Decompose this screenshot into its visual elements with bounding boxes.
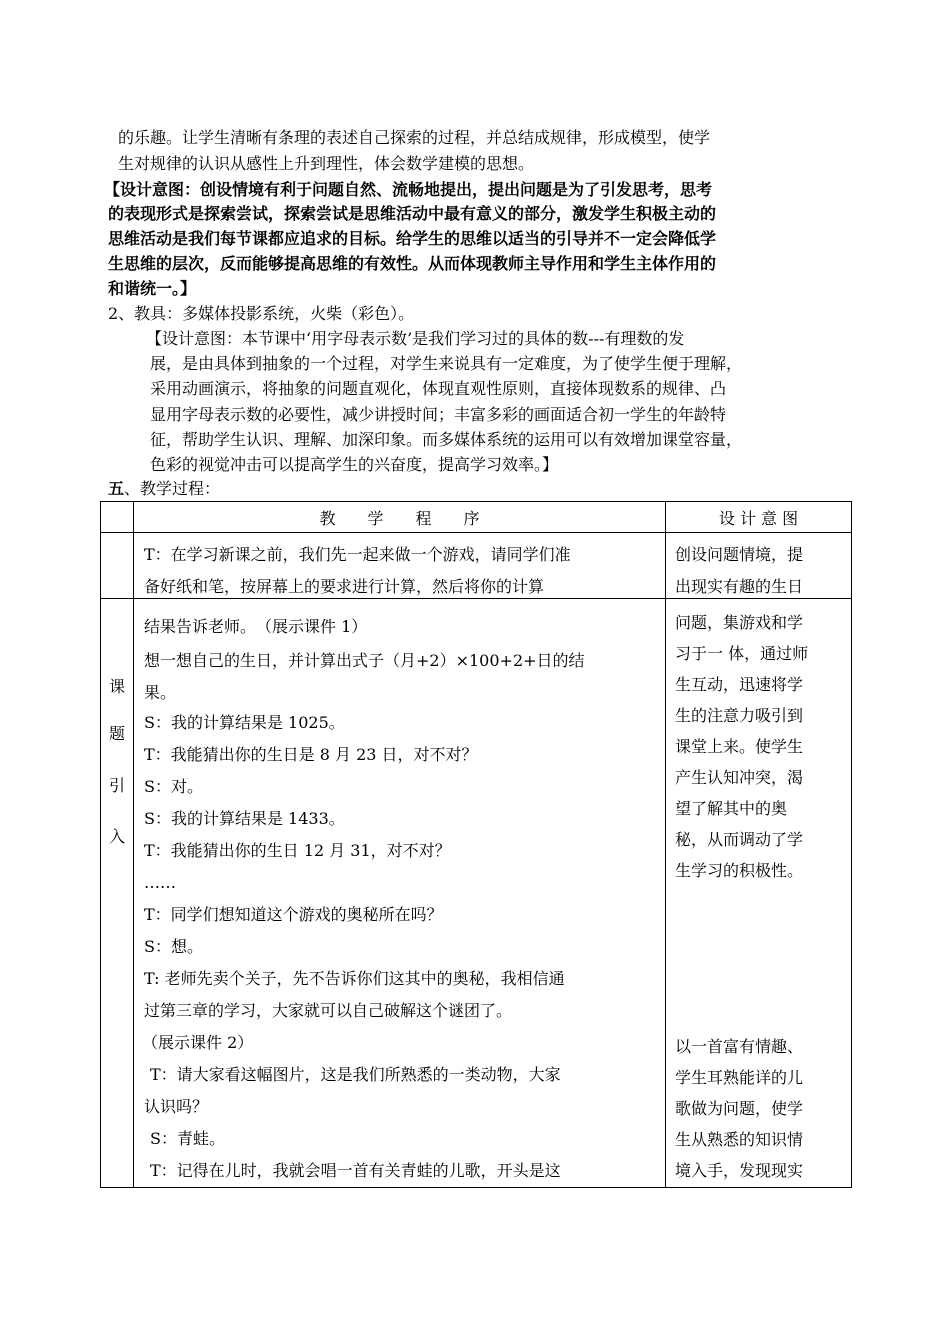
row1-label-cell [101,533,134,599]
row2-program-line: S：青蛙。 [150,1129,225,1148]
row2-intent-line: 歌做为问题，使学 [675,1099,804,1118]
intro-line-6: 生思维的层次，反而能够提高思维的有效性。从而体现教师主导作用和学生主体作用的 [108,254,717,273]
row2-intent-line: 问题，集游戏和学 [675,613,804,632]
row1-program-line: T：在学习新课之前，我们先一起来做一个游戏，请同学们准 [144,545,571,564]
section-title [108,479,220,499]
intro-line-5: 思维活动是我们每节课都应追求的目标。给学生的思维以适当的引导并不一定会降低学 [108,229,717,248]
row2-label-char: 题 [109,724,126,743]
row2-program-line: T：我能猜出你的生日 12 月 31，对不对？ [144,841,451,860]
row2-program-line: T：我能猜出你的生日是 8 月 23 日，对不对？ [144,745,478,764]
row2-program-line: （展示课件 2） [142,1033,254,1052]
intro-line-9: 【设计意图：本节课中‘用字母表示数’是我们学习过的具体的数---有理数的发 [146,329,685,348]
teaching-process-table [100,501,852,1188]
row2-intent-line: 生的注意力吸引到 [675,706,804,725]
row2-intent-line: 习于一 体，通过师 [675,644,809,663]
row2-program-line: 想一想自己的生日，并计算出式子（月+2）×100+2+日的结 [144,651,585,670]
row2-program-line: T：请大家看这幅图片，这是我们所熟悉的一类动物，大家 [150,1065,561,1084]
section-title-number: 五 [108,479,125,498]
intro-line-2: 生对规律的认识从感性上升到理性，体会数学建模的思想。 [118,154,535,173]
intro-line-12: 显用字母表示数的必要性，减少讲授时间；丰富多彩的画面适合初一学生的年龄特 [150,405,727,424]
row2-intent-line: 生从熟悉的知识情 [675,1130,804,1149]
intro-line-3: 【设计意图：创设情境有利于问题自然、流畅地提出，提出问题是为了引发思考，思考 [104,180,713,199]
row1-intent-line: 创设问题情境，提 [675,545,804,564]
row2-label-char: 引 [109,776,126,795]
row2-program-line: …… [144,873,176,892]
row2-program-line: 认识吗？ [144,1097,209,1116]
row2-program-cell [134,599,666,1188]
row2-label-cell [101,599,134,1188]
header-intent: 设 计 意 图 [666,502,852,533]
row1-program-line: 备好纸和笔，按屏幕上的要求进行计算，然后将你的计算 [144,577,545,596]
row2-program-line: T：记得在儿时，我就会唱一首有关青蛙的儿歌，开头是这 [150,1161,561,1180]
row2-program-line: 过第三章的学习，大家就可以自己破解这个谜团了。 [144,1001,513,1020]
row2-intent-line: 境入手，发现现实 [675,1161,804,1180]
row1-intent-line: 出现实有趣的生日 [675,577,804,596]
intro-line-1: 的乐趣。让学生清晰有条理的表述自己探索的过程，并总结成规律，形成模型，使学 [118,128,711,147]
row2-program-line: T: 老师先卖个关子，先不告诉你们这其中的奥秘，我相信通 [144,969,565,988]
header-label-cell [101,502,134,533]
row2-intent-line: 课堂上来。使学生 [675,737,804,756]
intro-line-8: 2、教具：多媒体投影系统，火柴（彩色）。 [108,304,415,323]
intro-line-4: 的表现形式是探索尝试，探索尝试是思维活动中最有意义的部分，激发学生积极主动的 [108,204,717,223]
table-header-row [101,502,852,533]
header-program: 教 学 程 序 [134,502,666,533]
row2-intent-line: 生互动，迅速将学 [675,675,804,694]
intro-line-7: 和谐统一。】 [108,279,197,298]
row2-intent-line: 以一首富有情趣、 [675,1037,804,1056]
intro-line-11: 采用动画演示，将抽象的问题直观化，体现直观性原则，直接体现数系的规律、凸 [150,379,727,398]
row2-label-char: 入 [109,827,126,846]
intro-line-10: 展，是由具体到抽象的一个过程，对学生来说具有一定难度，为了使学生便于理解， [150,354,743,373]
row2-intent-cell [666,599,852,1188]
row2-intent-line: 生学习的积极性。 [675,861,804,880]
row2-program-line: S：我的计算结果是 1433。 [144,809,345,828]
section-title-text: 、教学过程： [124,479,221,498]
row1-intent-cell [666,533,852,599]
row2-intent-line: 望了解其中的奥 [675,799,788,818]
row2-program-line: S：我的计算结果是 1025。 [144,713,345,732]
row2-program-line: 结果告诉老师。 （展示课件 1） [144,617,368,636]
intro-line-13: 征，帮助学生认识、理解、加深印象。而多媒体系统的运用可以有效增加课堂容量， [150,430,743,449]
row2-program-line: S：想。 [144,937,203,956]
row2-label-char: 课 [109,677,126,696]
row2-program-line: S：对。 [144,777,203,796]
row2-intent-line: 秘，从而调动了学 [675,830,804,849]
table-row-1 [101,533,852,599]
row2-intent-line: 产生认知冲突，渴 [675,768,804,787]
row2-program-line: T：同学们想知道这个游戏的奥秘所在吗？ [144,905,443,924]
row2-intent-line: 学生耳熟能详的儿 [675,1068,804,1087]
intro-line-14: 色彩的视觉冲击可以提高学生的兴奋度，提高学习效率。】 [150,455,559,474]
row1-program-cell [134,533,666,599]
row2-program-line: 果。 [144,683,177,702]
table-row-2 [101,599,852,1188]
